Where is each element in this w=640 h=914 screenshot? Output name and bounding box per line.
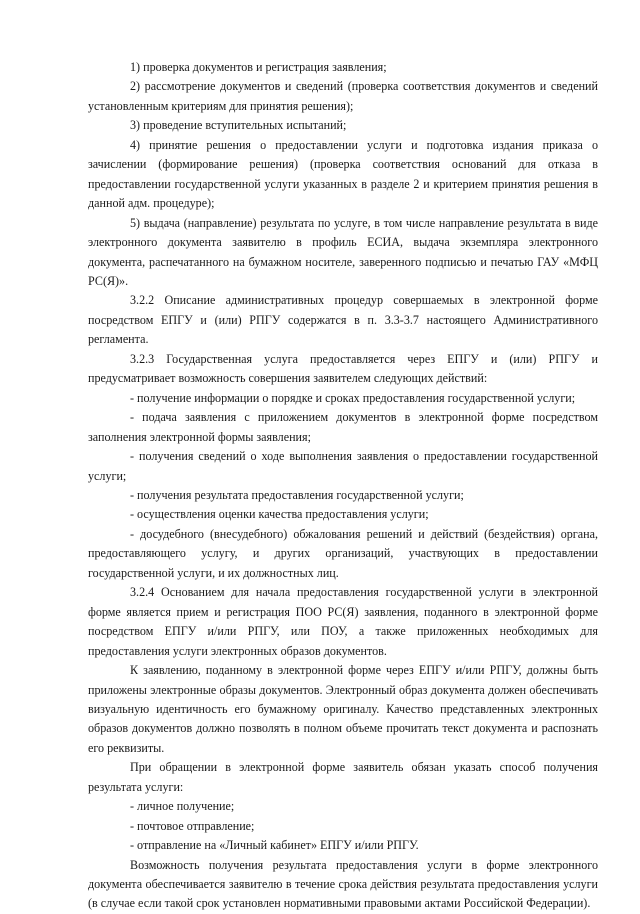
paragraph: 3.2.4 Основанием для начала предоставления государственной услуги в электронной форме является прием и регистрация ПОО РС(Я) заявления, поданного в электронной форме посредством ЕПГУ и/или РПГУ, или ПОУ, а также приложенных необходимых для предоставления услуги электронных образов документов. bbox=[88, 585, 598, 658]
paragraph: - личное получение; bbox=[130, 799, 235, 814]
paragraph: 2) рассмотрение документов и сведений (проверка соответствия документов и сведений установленным критериям для принятия решения); bbox=[88, 79, 598, 113]
document-page bbox=[88, 58, 598, 914]
paragraph: 5) выдача (направление) результата по услуге, в том числе направление результата в виде электронного документа заявителю в профиль ЕСИА, выдача экземпляра электронного документа, распечатанного на бумажном носителе, заверенного подписью и печатью ГАУ «МФЦ РС(Я)». bbox=[88, 215, 598, 288]
paragraph: 3) проведение вступительных испытаний; bbox=[130, 118, 347, 133]
paragraph: - осуществления оценки качества предоставления услуги; bbox=[130, 507, 429, 522]
paragraph: - получения сведений о ходе выполнения заявления о предоставлении государственной услуги; bbox=[88, 449, 598, 483]
paragraph: - получение информации о порядке и сроках предоставления государственной услуги; bbox=[130, 390, 576, 405]
paragraph: - подача заявления с приложением документов в электронной форме посредством заполнения электронной формы заявления; bbox=[88, 410, 598, 444]
paragraph: - отправление на «Личный кабинет» ЕПГУ и/или РПГУ. bbox=[130, 838, 419, 853]
paragraph: 1) проверка документов и регистрация заявления; bbox=[130, 60, 387, 74]
paragraph: К заявлению, поданному в электронной форме через ЕПГУ и/или РПГУ, должны быть приложены электронные образы документов. Электронный образ документа должен обеспечивать визуальную идентичность его бумажному оригиналу. Качество представленных электронных образов документов должно позволять в полном объеме прочитать текст документа и распознать его реквизиты. bbox=[88, 663, 598, 755]
paragraph: - почтовое отправление; bbox=[130, 818, 255, 833]
paragraph: Возможность получения результата предоставления услуги в форме электронного документа обеспечивается заявителю в течение срока действия результата предоставления услуги (в случае если такой срок установлен нормативными правовыми актами Российской Федерации). bbox=[88, 857, 598, 911]
paragraph: 3.2.3 Государственная услуга предоставляется через ЕПГУ и (или) РПГУ и предусматривает возможность совершения заявителем следующих действий: bbox=[88, 351, 598, 386]
paragraph: При обращении в электронной форме заявитель обязан указать способ получения результата услуги: bbox=[88, 760, 598, 794]
paragraph: - получения результата предоставления государственной услуги; bbox=[130, 487, 464, 502]
paragraph: - досудебного (внесудебного) обжалования решений и действий (бездействия) органа, предоставляющего услугу, и других организаций, участвующих в предоставлении государственной услуги, и их должностных лиц. bbox=[88, 526, 598, 580]
paragraph: 4) принятие решения о предоставлении услуги и подготовка издания приказа о зачислении (формирование решения) (проверка соответствия оснований для отказа в предоставлении государственной услуги указанных в разделе 2 и критерием принятия решения в данной адм. процедуре); bbox=[88, 137, 598, 211]
paragraph: 3.2.2 Описание административных процедур совершаемых в электронной форме посредством ЕПГУ и (или) РПГУ содержатся в п. 3.3-3.7 настоящего Административного регламента. bbox=[88, 293, 598, 347]
